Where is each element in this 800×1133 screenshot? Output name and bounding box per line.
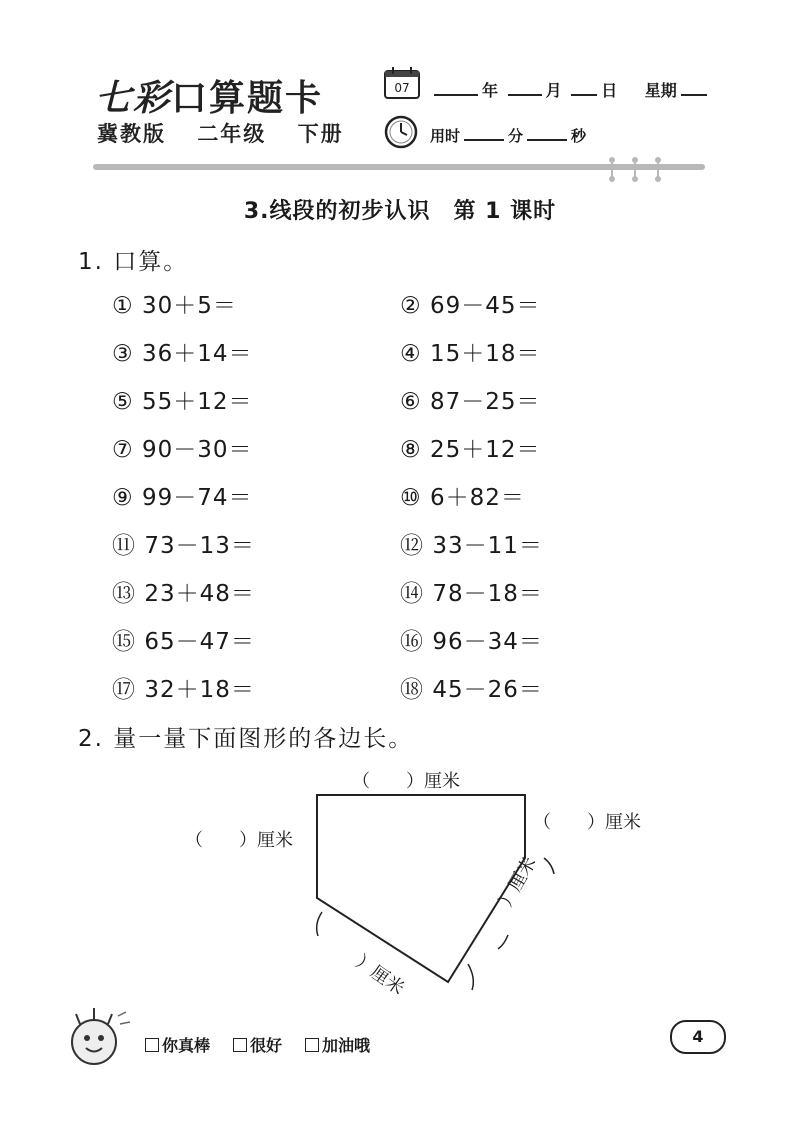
problem-item bbox=[112, 431, 252, 464]
logo-title: 口算题卡 bbox=[171, 78, 324, 119]
bottom-slant-label: ）厘米 bbox=[351, 951, 408, 1000]
problem-item bbox=[400, 623, 543, 656]
problem-expression: 15＋18＝ bbox=[429, 341, 541, 367]
problem-number: ⑯ bbox=[400, 629, 424, 655]
problem-number: ⑨ bbox=[112, 485, 134, 511]
problem-expression: 36＋14＝ bbox=[141, 341, 253, 367]
problem-expression: 99－74＝ bbox=[141, 485, 253, 511]
logo-brand: 七彩 bbox=[95, 78, 172, 119]
problem-item bbox=[400, 383, 540, 416]
problem-item bbox=[400, 431, 540, 464]
problem-number: ② bbox=[400, 293, 422, 319]
slant-right-bracket-2 bbox=[498, 935, 508, 949]
page-number: 4 bbox=[670, 1020, 726, 1054]
date-fields bbox=[430, 78, 711, 101]
rating-label: 加油哦 bbox=[322, 1036, 371, 1055]
problem-expression: 96－34＝ bbox=[432, 629, 543, 655]
problem-item bbox=[400, 335, 540, 368]
problem-item bbox=[400, 479, 525, 512]
problem-item bbox=[112, 287, 237, 320]
problem-item bbox=[112, 527, 255, 560]
decoration-dots-icon bbox=[600, 153, 670, 183]
problem-number: ⑰ bbox=[112, 677, 136, 703]
problem-item bbox=[112, 671, 255, 704]
checkbox-icon[interactable] bbox=[305, 1038, 319, 1052]
problem-expression: 55＋12＝ bbox=[141, 389, 253, 415]
date-weekday-label: 星期 bbox=[644, 81, 677, 100]
slant-right-bracket bbox=[544, 858, 554, 874]
problem-number: ⑱ bbox=[400, 677, 424, 703]
book-logo bbox=[95, 70, 323, 121]
problem-expression: 32＋18＝ bbox=[144, 677, 255, 703]
question-1-heading: 1. 口算。 bbox=[78, 249, 189, 275]
calendar-icon bbox=[383, 66, 421, 100]
pentagon-figure bbox=[150, 760, 710, 1000]
volume-label: 下册 bbox=[297, 122, 344, 146]
problem-item bbox=[112, 383, 252, 416]
rating-option-great[interactable] bbox=[145, 1033, 210, 1056]
rating-label: 你真棒 bbox=[162, 1036, 211, 1055]
second-label: 秒 bbox=[571, 127, 587, 145]
problem-number: ⑮ bbox=[112, 629, 136, 655]
time-fields bbox=[430, 125, 586, 146]
problem-number: ⑬ bbox=[112, 581, 136, 607]
checkbox-icon[interactable] bbox=[233, 1038, 247, 1052]
problem-number: ⑩ bbox=[400, 485, 422, 511]
lesson-title: 3.线段的初步认识 第 1 课时 bbox=[243, 199, 557, 224]
problem-expression: 65－47＝ bbox=[144, 629, 255, 655]
problem-expression: 69－45＝ bbox=[429, 293, 541, 319]
problem-expression: 87－25＝ bbox=[429, 389, 541, 415]
clock-icon bbox=[383, 114, 419, 150]
problem-number: ③ bbox=[112, 341, 134, 367]
problem-item bbox=[400, 287, 540, 320]
problem-item bbox=[112, 623, 255, 656]
right-slant-label: ）厘米 bbox=[495, 853, 541, 911]
date-day-label: 日 bbox=[601, 81, 618, 100]
slant-left-bracket bbox=[317, 912, 322, 936]
problem-number: ⑪ bbox=[112, 533, 136, 559]
right-side-label: （ ）厘米 bbox=[533, 812, 641, 833]
problem-number: ⑫ bbox=[400, 533, 424, 559]
rating-option-keep-going[interactable] bbox=[305, 1033, 370, 1056]
rating-label: 很好 bbox=[250, 1036, 283, 1055]
problem-expression: 73－13＝ bbox=[144, 533, 255, 559]
date-month-label: 月 bbox=[545, 81, 562, 100]
rating-option-good[interactable] bbox=[233, 1033, 282, 1056]
top-side-label: （ ）厘米 bbox=[352, 771, 460, 792]
problem-expression: 90－30＝ bbox=[141, 437, 253, 463]
problem-item bbox=[112, 335, 252, 368]
problem-number: ⑧ bbox=[400, 437, 422, 463]
book-subtitle bbox=[97, 118, 366, 148]
problem-number: ① bbox=[112, 293, 134, 319]
problem-item bbox=[112, 479, 252, 512]
problem-item bbox=[400, 527, 543, 560]
problem-expression: 45－26＝ bbox=[432, 677, 543, 703]
grade-label: 二年级 bbox=[197, 122, 267, 146]
problem-expression: 33－11＝ bbox=[432, 533, 543, 559]
problem-number: ④ bbox=[400, 341, 422, 367]
edition-label: 冀教版 bbox=[97, 122, 166, 146]
problem-item bbox=[400, 671, 543, 704]
minute-label: 分 bbox=[508, 127, 524, 145]
date-year-label: 年 bbox=[482, 81, 499, 100]
left-side-label: （ ）厘米 bbox=[185, 830, 293, 851]
problem-expression: 78－18＝ bbox=[432, 581, 543, 607]
problem-expression: 30＋5＝ bbox=[141, 293, 237, 319]
time-label: 用时 bbox=[430, 127, 461, 145]
mascot-cartoon-icon bbox=[62, 1002, 134, 1074]
problem-number: ⑥ bbox=[400, 389, 422, 415]
slant-bottom-bracket bbox=[468, 964, 473, 990]
problem-number: ⑭ bbox=[400, 581, 424, 607]
problem-expression: 6＋82＝ bbox=[429, 485, 525, 511]
question-2-heading: 2. 量一量下面图形的各边长。 bbox=[78, 726, 414, 752]
problem-number: ⑤ bbox=[112, 389, 134, 415]
problem-expression: 25＋12＝ bbox=[429, 437, 541, 463]
problem-expression: 23＋48＝ bbox=[144, 581, 255, 607]
problem-item bbox=[400, 575, 543, 608]
problem-item bbox=[112, 575, 255, 608]
checkbox-icon[interactable] bbox=[145, 1038, 159, 1052]
problem-number: ⑦ bbox=[112, 437, 134, 463]
calendar-day: 07 bbox=[394, 81, 410, 95]
pentagon-shape bbox=[317, 795, 525, 982]
